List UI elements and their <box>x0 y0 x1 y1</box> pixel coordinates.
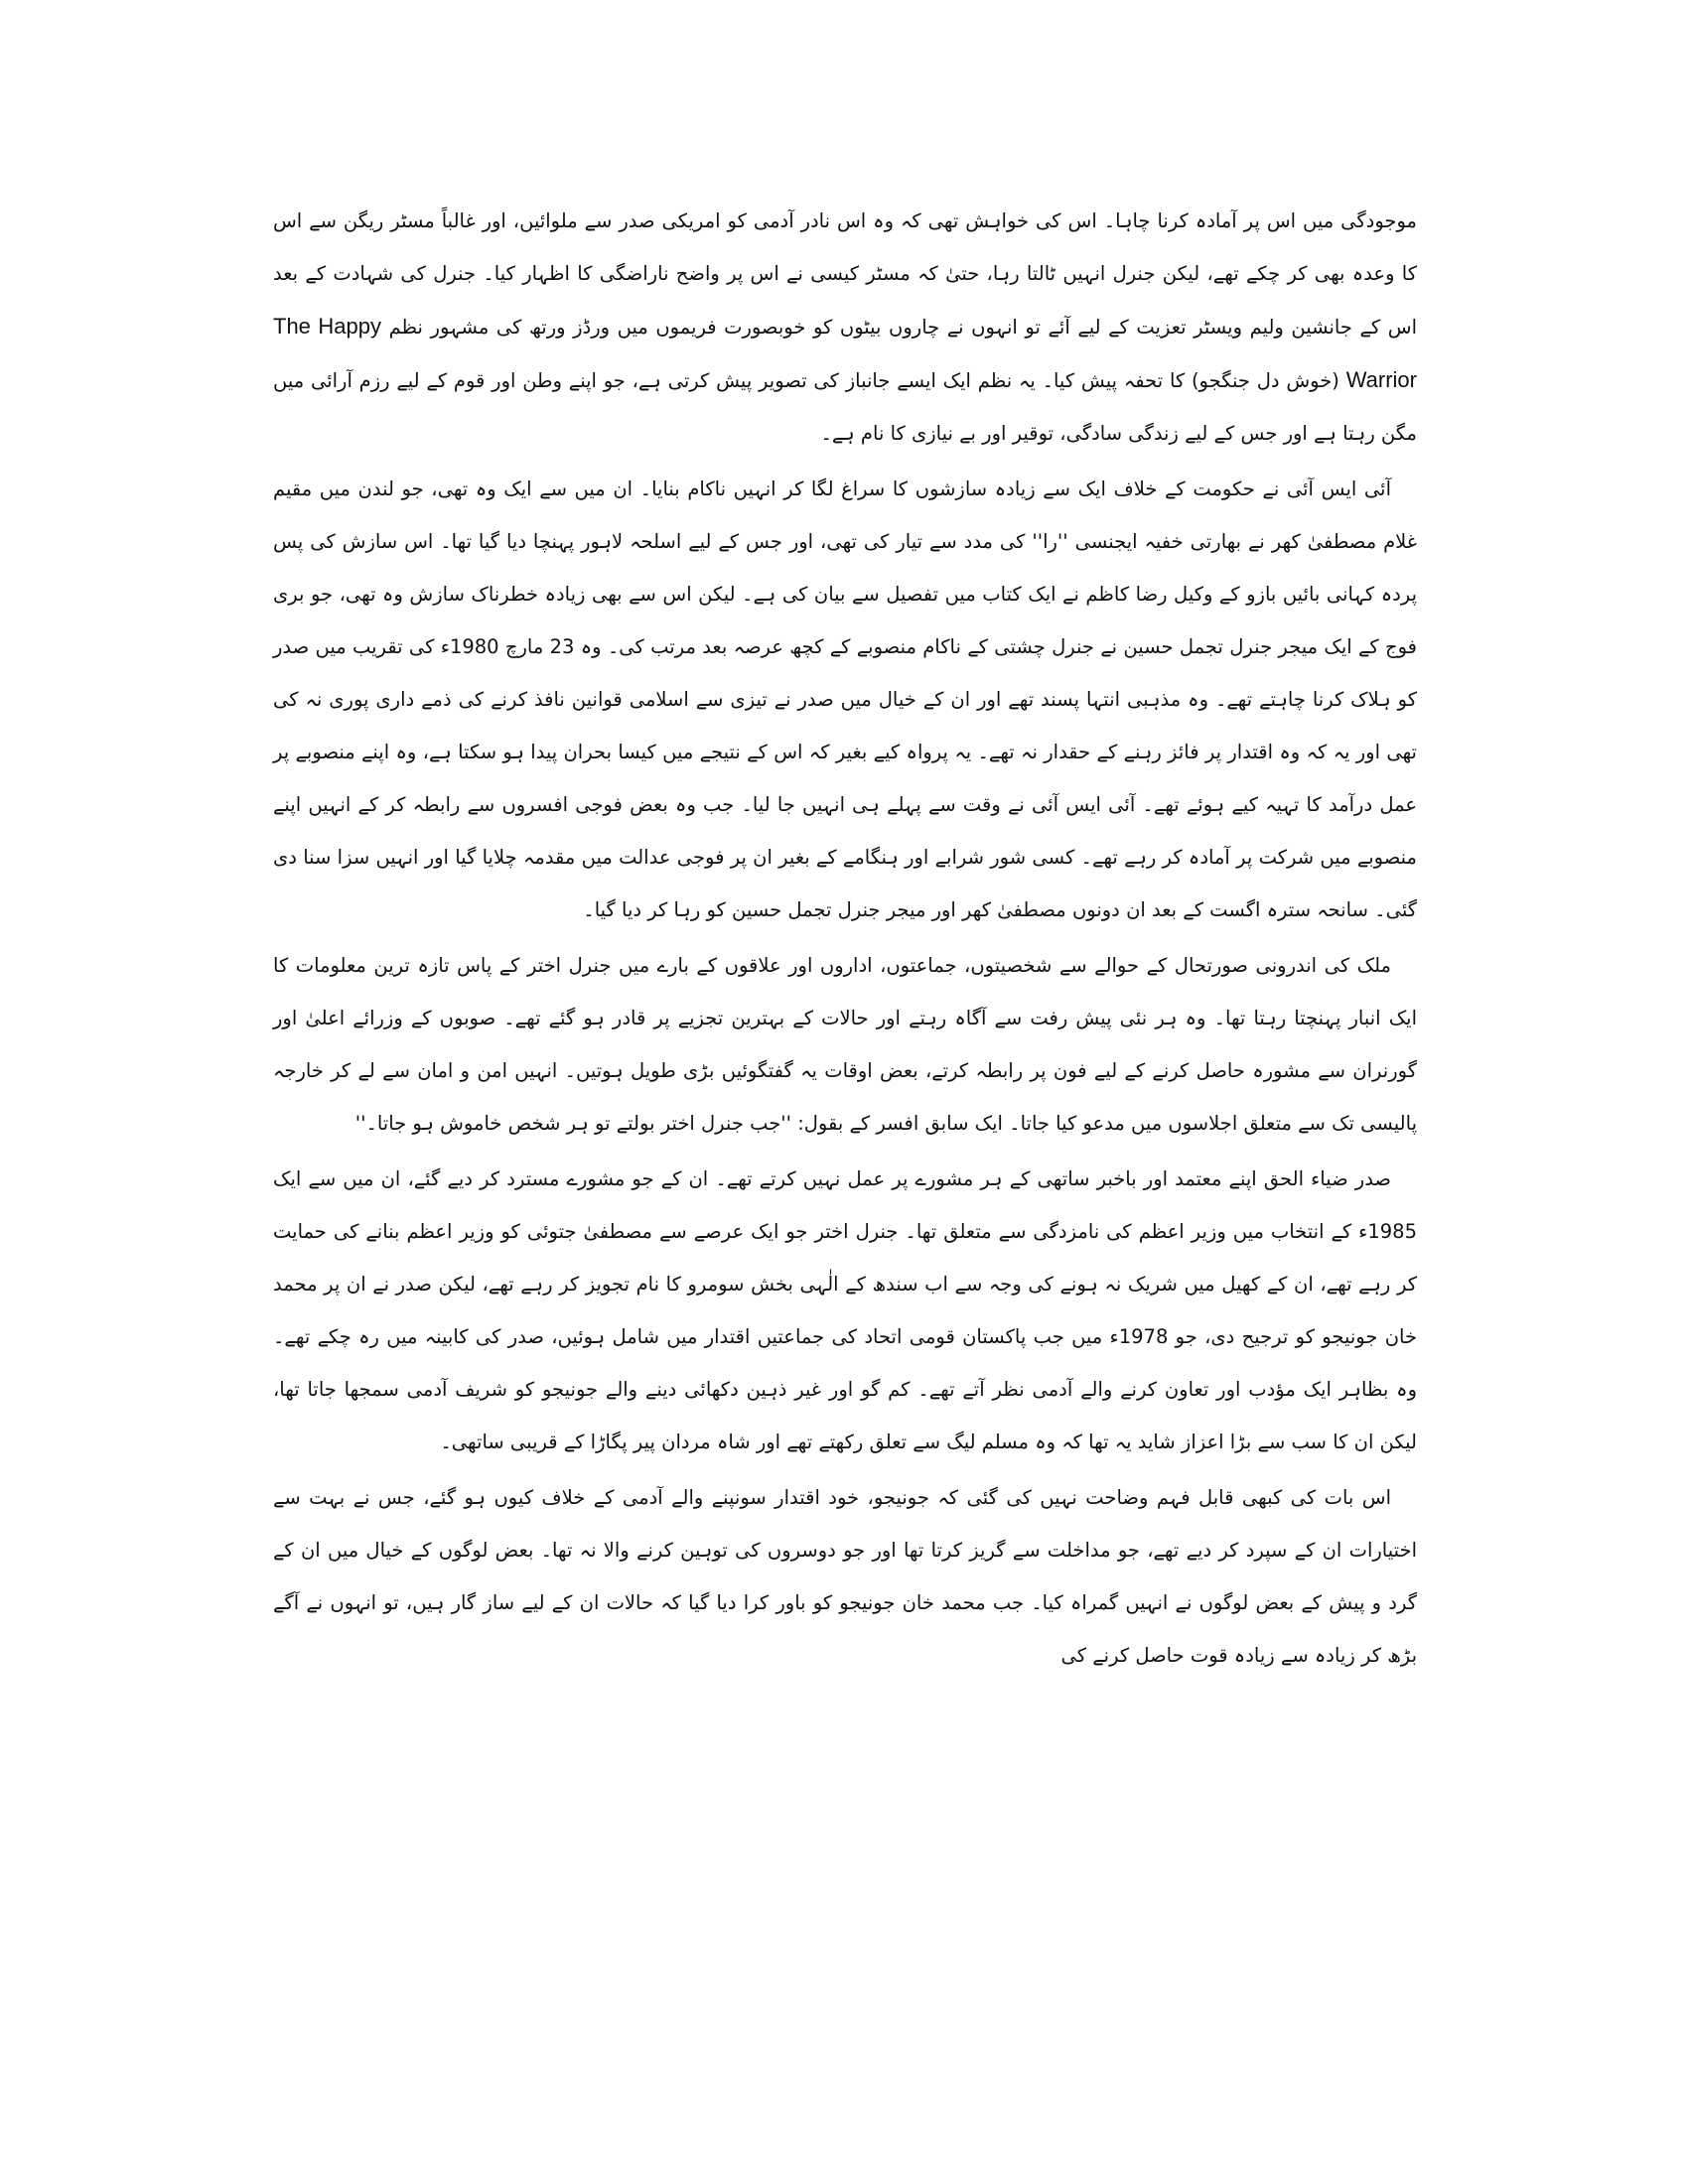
paragraph-1-text-end: (خوش دل جنگجو) کا تحفہ پیش کیا۔ یہ نظم ایک ایسے جانباز کی تصویر پیش کرتی ہے، جو اپنے وطن اور قوم کے لیے رزم آرائی میں مگن رہتا ہے اور جس کے لیے زندگی سادگی، توقیر اور بے نیازی کا نام ہے۔ <box>273 369 1417 445</box>
paragraph-4: صدر ضیاء الحق اپنے معتمد اور باخبر ساتھی کے ہر مشورے پر عمل نہیں کرتے تھے۔ ان کے جو مشورے مسترد کر دیے گئے، ان میں سے ایک 1985ء کے انتخاب میں وزیر اعظم کی نامزدگی سے متعلق تھا۔ جنرل اختر جو ایک عرصے سے مصطفیٰ جتوئی کو وزیر اعظم بنانے کی حمایت کر رہے تھے، ان کے کھیل میں شریک نہ ہونے کی وجہ سے اب سندھ کے الٰہی بخش سومرو کا نام تجویز کر رہے تھے، لیکن صدر نے ان پر محمد خان جونیجو کو ترجیح دی، جو 1978ء میں جب پاکستان قومی اتحاد کی جماعتیں اقتدار میں شامل ہوئیں، صدر کی کابینہ میں رہ چکے تھے۔ وہ بظاہر ایک مؤدب اور تعاون کرنے والے آدمی نظر آتے تھے۔ کم گو اور غیر ذہین دکھائی دینے والے جونیجو کو شریف آدمی سمجھا جاتا تھا، لیکن ان کا سب سے بڑا اعزاز شاید یہ تھا کہ وہ مسلم لیگ سے تعلق رکھتے تھے اور شاہ مردان پیر پگاڑا کے قریبی ساتھی۔ <box>273 1167 1418 1453</box>
urdu-text-body <box>273 195 1417 1685</box>
paragraph-3: ملک کی اندرونی صورتحال کے حوالے سے شخصیتوں، جماعتوں، اداروں اور علاقوں کے بارے میں جنرل اختر کے پاس تازہ ترین معلومات کا ایک انبار پہنچتا رہتا تھا۔ وہ ہر نئی پیش رفت سے آگاہ رہتے اور حالات کے بہترین تجزیے پر قادر ہو گئے تھے۔ صوبوں کے وزرائے اعلیٰ اور گورنران سے مشورہ حاصل کرنے کے لیے فون پر رابطہ کرتے، بعض اوقات یہ گفتگوئیں بڑی طویل ہوتیں۔ انہیں امن و امان سے لے کر خارجہ پالیسی تک سے متعلق اجلاسوں میں مدعو کیا جاتا۔ ایک سابق افسر کے بقول: ''جب جنرل اختر بولتے تو ہر شخص خاموش ہو جاتا۔'' <box>273 954 1417 1135</box>
poem-title-english: The Happy Warrior <box>273 314 1417 392</box>
paragraph-1-text-start: موجودگی میں اس پر آمادہ کرنا چاہا۔ اس کی خواہش تھی کہ وہ اس نادر آدمی کو امریکی صدر سے ملوائیں، اور غالباً مسٹر ریگن سے اس کا وعدہ بھی کر چکے تھے، لیکن جنرل انہیں ٹالتا رہا، حتیٰ کہ مسٹر کیسی نے اس پر واضح ناراضگی کا اظہار کیا۔ جنرل کی شہادت کے بعد اس کے جانشین ولیم ویسٹر تعزیت کے لیے آئے تو انہوں نے چاروں بیٹوں کو خوبصورت فریموں میں ورڈز ورتھ کی مشہور نظم <box>273 209 1417 339</box>
paragraph-5: اس بات کی کبھی قابل فہم وضاحت نہیں کی گئی کہ جونیجو، خود اقتدار سونپنے والے آدمی کے خلاف کیوں ہو گئے، جس نے بہت سے اختیارات ان کے سپرد کر دیے تھے، جو مداخلت سے گریز کرتا تھا اور جو دوسروں کی توہین کرنے والا نہ تھا۔ بعض لوگوں کے خیال میں ان کے گرد و پیش کے بعض لوگوں نے انہیں گمراہ کیا۔ جب محمد خان جونیجو کو باور کرا دیا گیا کہ حالات ان کے لیے ساز گار ہیں، تو انہوں نے آگے بڑھ کر زیادہ سے زیادہ قوت حاصل کرنے کی <box>273 1486 1417 1667</box>
paragraph-2: آئی ایس آئی نے حکومت کے خلاف ایک سے زیادہ سازشوں کا سراغ لگا کر انہیں ناکام بنایا۔ ان میں سے ایک وہ تھی، جو لندن میں مقیم غلام مصطفیٰ کھر نے بھارتی خفیہ ایجنسی ''را'' کی مدد سے تیار کی تھی، اور جس کے لیے اسلحہ لاہور پہنچا دیا گیا تھا۔ اس سازش کی پس پردہ کہانی بائیں بازو کے وکیل رضا کاظم نے ایک کتاب میں تفصیل سے بیان کی ہے۔ لیکن اس سے بھی زیادہ خطرناک سازش وہ تھی، جو بری فوج کے ایک میجر جنرل تجمل حسین نے جنرل چشتی کے ناکام منصوبے کے کچھ عرصہ بعد مرتب کی۔ وہ 23 مارچ 1980ء کی تقریب میں صدر کو ہلاک کرنا چاہتے تھے۔ وہ مذہبی انتہا پسند تھے اور ان کے خیال میں صدر نے تیزی سے اسلامی قوانین نافذ کرنے کی ذمے داری پوری نہ کی تھی اور یہ کہ وہ اقتدار پر فائز رہنے کے حقدار نہ تھے۔ یہ پرواہ کیے بغیر کہ اس کے نتیجے میں کیسا بحران پیدا ہو سکتا ہے، وہ اپنے منصوبے پر عمل درآمد کا تہیہ کیے ہوئے تھے۔ آئی ایس آئی نے وقت سے پہلے ہی انہیں جا لیا۔ جب وہ بعض فوجی افسروں سے رابطہ کر کے انہیں اپنے منصوبے میں شرکت پر آمادہ کر رہے تھے۔ کسی شور شرابے اور ہنگامے کے بغیر ان پر فوجی عدالت میں مقدمہ چلایا گیا اور انہیں سزا سنا دی گئی۔ سانحہ سترہ اگست کے بعد ان دونوں مصطفیٰ کھر اور میجر جنرل تجمل حسین کو رہا کر دیا گیا۔ <box>273 478 1417 921</box>
paragraph-1 <box>273 195 1417 460</box>
